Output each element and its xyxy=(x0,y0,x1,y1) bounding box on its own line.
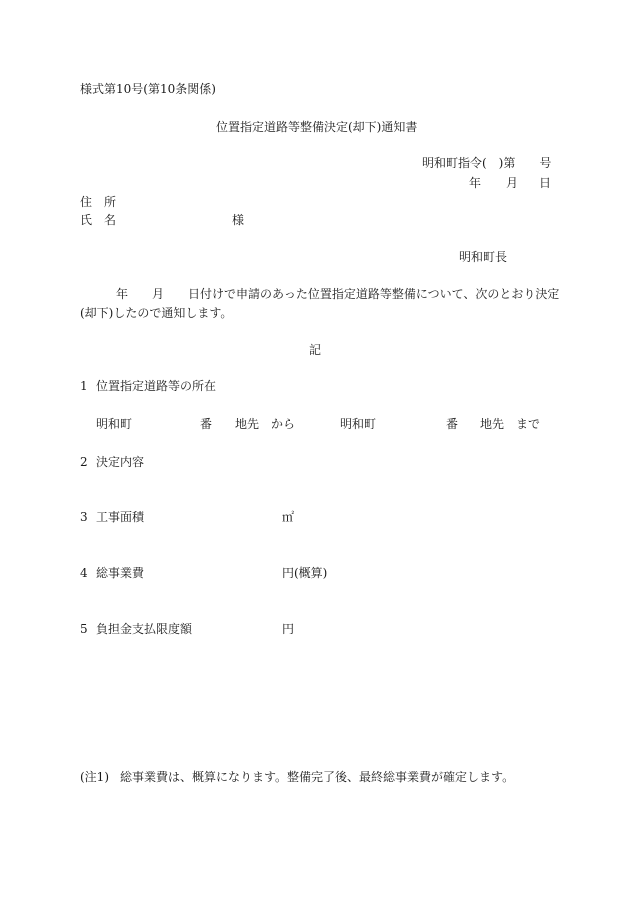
body-line-1: 年 月 日付けで申請のあった位置指定道路等整備について、次のとおり決定 xyxy=(80,287,560,301)
item-1-label: 位置指定道路等の所在 xyxy=(96,379,217,393)
reference-number: 明和町指令( )第 号 xyxy=(422,156,552,170)
total-cost-unit: 円(概算) xyxy=(282,566,328,580)
note-label: (注1) xyxy=(80,770,109,784)
from-town: 明和町 xyxy=(96,417,133,431)
date-day: 日 xyxy=(539,176,552,190)
date-year: 年 xyxy=(469,176,482,190)
ki-heading: 記 xyxy=(309,343,322,357)
from-chisaki: 地先 xyxy=(235,417,260,431)
to-chisaki: 地先 xyxy=(480,417,505,431)
item-1-number: 1 xyxy=(80,379,88,393)
form-label: 様式第10号(第10条関係) xyxy=(80,82,216,96)
item-3-label: 工事面積 xyxy=(96,510,145,524)
area-unit: ㎡ xyxy=(282,510,295,524)
item-4-label: 総事業費 xyxy=(96,566,145,580)
item-5-label: 負担金支払限度額 xyxy=(96,622,193,636)
item-2-label: 決定内容 xyxy=(96,455,145,469)
honorific: 様 xyxy=(232,213,245,227)
to-town: 明和町 xyxy=(340,417,377,431)
item-3-number: 3 xyxy=(80,510,88,524)
item-4-number: 4 xyxy=(80,566,88,580)
item-2-number: 2 xyxy=(80,455,88,469)
from-ban: 番 xyxy=(200,417,213,431)
document-title: 位置指定道路等整備決定(却下)通知書 xyxy=(216,120,418,134)
address-label: 住 所 xyxy=(80,195,117,209)
date-month: 月 xyxy=(506,176,519,190)
to-ban: 番 xyxy=(446,417,459,431)
name-label: 氏 名 xyxy=(80,213,117,227)
body-line-2: (却下)したので通知します。 xyxy=(80,306,233,320)
note-text: 総事業費は、概算になります。整備完了後、最終総事業費が確定します。 xyxy=(120,770,515,784)
issuer: 明和町長 xyxy=(459,250,508,264)
made: まで xyxy=(516,417,541,431)
burden-unit: 円 xyxy=(282,622,295,636)
kara: から xyxy=(271,417,296,431)
item-5-number: 5 xyxy=(80,622,88,636)
